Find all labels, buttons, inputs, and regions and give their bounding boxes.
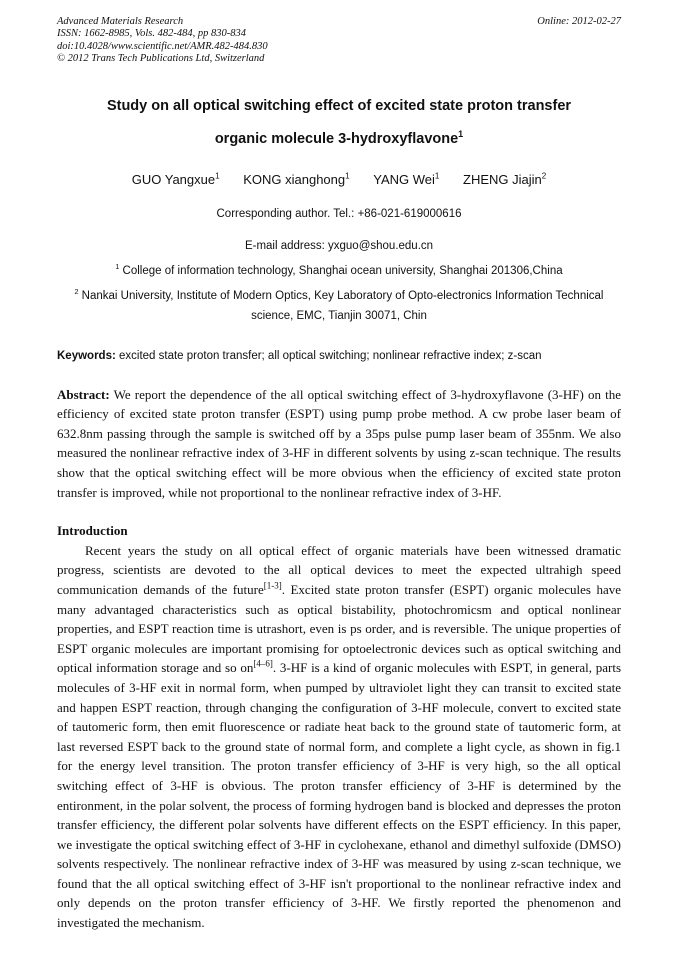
intro-text-1: Recent years the study on all optical effect of organic materials have been witnessed dramatic progress, scientists are devoted to the all optical devices to meet the expected ultrahigh speed communication demands of the future: [57, 542, 621, 597]
affiliation-2-superscript: 2: [74, 287, 79, 296]
journal-name: Advanced Materials Research: [57, 16, 184, 27]
journal-header-left: [57, 16, 268, 66]
abstract-label: Abstract:: [57, 386, 110, 402]
intro-text-2: . Excited state proton transfer (ESPT) organic molecules have many advantaged characteristics such as optical bistability, photochromicsm and optical nonlinear properties, and ESPT reaction time is utrashort, even is ps order, and is reversible. The unique properties of ESPT organic molecules are important promising for optoelectronic devices such as optical switching and optical information storage and so on: [57, 581, 621, 676]
affiliation-2-text: Nankai University, Institute of Modern Optics, Key Laboratory of Opto-electronics Information Technical science, EMC, Tianjin 30071, Chin: [78, 289, 604, 322]
introduction-heading: Introduction: [57, 523, 128, 539]
abstract-text: We report the dependence of the all optical switching effect of 3-hydroxyflavone (3-HF) on the efficiency of excited state proton transfer (ESPT) using pump probe method. A cw probe laser beam of 632.8nm passing through the sample is switched off by a 35ps pulse pump laser beam of 355nm. We also measured the nonlinear refractive index of 3-HF in different solvents by using z-scan technique. The results show that the optical switching effect will be more obvious when the efficiency of excited state proton transfer is improved, while not proportional to the nonlinear refractive index of 3-HF.: [57, 386, 621, 500]
keywords-label: Keywords:: [57, 349, 116, 362]
author-4: [463, 172, 546, 187]
author-2: [243, 172, 349, 187]
journal-header: [57, 16, 621, 66]
paper-title-line2: organic molecule 3-hydroxyflavone: [214, 130, 459, 147]
affiliation-2: [57, 286, 621, 326]
author-4-name: ZHENG Jiajin: [463, 171, 542, 187]
affiliation-1: [57, 262, 621, 277]
online-date: Online: 2012-02-27: [537, 16, 621, 27]
keywords-line: [57, 350, 621, 362]
affiliation-1-superscript: 1: [115, 262, 120, 271]
author-3: [373, 172, 439, 187]
author-1-affiliation-superscript: 1: [215, 171, 220, 181]
citation-ref-1-3: [1-3]: [263, 580, 282, 591]
affiliation-1-text: College of information technology, Shanghai ocean university, Shanghai 201306,China: [119, 264, 563, 277]
author-2-affiliation-superscript: 1: [345, 171, 350, 181]
issn-line: ISSN: 1662-8985, Vols. 482-484, pp 830-834: [57, 28, 246, 40]
author-3-name: YANG Wei: [373, 171, 435, 187]
author-1: [132, 172, 220, 187]
introduction-paragraph: [57, 541, 621, 933]
author-4-affiliation-superscript: 2: [541, 171, 547, 181]
intro-text-3: . 3-HF is a kind of organic molecules with ESPT, in general, parts molecules of 3-HF exit in normal form, when pumped by ultraviolet light they can transit to excited state and happen ESPT reaction, through changing the configuration of 3-HF molecule, convert to excited state of tautomeric form, then emit fluorescence or radiate heat back to the ground state of tautomeric form, at last reversed ESPT back to the ground state of normal form, and complete a light cycle, as shown in fig.1 for the energy level transition. The proton transfer efficiency of 3-HF is very high, so the all optical switching effect of 3-HF is obvious. The proton transfer efficiency of 3-HF is determined by the entironment, in the polar solvent, the process of forming hydrogen band is blocked and depresses the proton transfer efficiency, the different polar solvents have different effects on the ESPT efficiency. In this paper, we investigate the optical switching effect of 3-HF in cyclohexane, ethanol and dimethyl sulfoxide (DMSO) solvents respectively. The nonlinear refractive index of 3-HF was measured by using z-scan technique, we found that the all optical switching effect of 3-HF isn't proportional to the nonlinear refractive index and only depends on the proton transfer efficiency of 3-HF. We firstly reported the phenomenon and investigated the mechanism.: [57, 660, 622, 931]
citation-ref-4-6: [4–6]: [253, 659, 273, 670]
paper-title-superscript: 1: [458, 128, 464, 139]
authors-line: [57, 172, 621, 187]
abstract-paragraph: [57, 385, 621, 503]
keywords-text: excited state proton transfer; all optical switching; nonlinear refractive index; z-scan: [115, 349, 542, 362]
paper-title-line1: Study on all optical switching effect of excited state proton transfer: [106, 97, 572, 114]
email-line: E-mail address: yxguo@shou.edu.cn: [244, 239, 434, 252]
author-2-name: KONG xianghong: [243, 171, 346, 187]
paper-title: [57, 90, 621, 156]
author-1-name: GUO Yangxue: [131, 171, 216, 187]
corresponding-author-line: Corresponding author. Tel.: +86-021-619000616: [216, 207, 462, 220]
copyright-line: © 2012 Trans Tech Publications Ltd, Switzerland: [57, 53, 265, 65]
doi-line: doi:10.4028/www.scientific.net/AMR.482-484.830: [57, 40, 268, 52]
author-3-affiliation-superscript: 1: [434, 171, 440, 181]
